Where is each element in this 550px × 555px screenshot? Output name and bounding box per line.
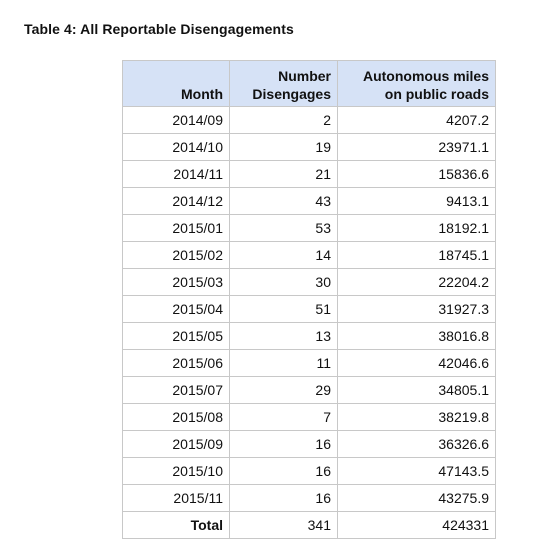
cell-month: 2015/01: [123, 215, 230, 242]
table-row: [123, 215, 496, 242]
table-row: [123, 296, 496, 323]
cell-miles: 42046.6: [338, 350, 496, 377]
header-disengagements-line2: Disengages: [252, 86, 331, 102]
cell-miles: 22204.2: [338, 269, 496, 296]
total-miles: 424331: [338, 512, 496, 539]
disengagements-table: [122, 60, 496, 539]
cell-month: 2015/06: [123, 350, 230, 377]
table-header: [123, 61, 496, 107]
cell-disengagements: 16: [230, 485, 338, 512]
cell-disengagements: 51: [230, 296, 338, 323]
cell-miles: 18745.1: [338, 242, 496, 269]
cell-miles: 9413.1: [338, 188, 496, 215]
cell-month: 2015/05: [123, 323, 230, 350]
cell-month: 2015/09: [123, 431, 230, 458]
table-row: [123, 458, 496, 485]
table-row: [123, 377, 496, 404]
cell-miles: 38219.8: [338, 404, 496, 431]
table-row: [123, 188, 496, 215]
cell-month: 2014/09: [123, 107, 230, 134]
total-label: Total: [123, 512, 230, 539]
cell-miles: 15836.6: [338, 161, 496, 188]
cell-disengagements: 2: [230, 107, 338, 134]
table-row: [123, 404, 496, 431]
cell-month: 2014/11: [123, 161, 230, 188]
cell-month: 2014/10: [123, 134, 230, 161]
table-row: [123, 242, 496, 269]
cell-disengagements: 7: [230, 404, 338, 431]
cell-month: 2015/02: [123, 242, 230, 269]
cell-month: 2015/10: [123, 458, 230, 485]
header-row: [123, 61, 496, 107]
cell-disengagements: 29: [230, 377, 338, 404]
header-miles-line2: on public roads: [384, 86, 489, 102]
cell-miles: 34805.1: [338, 377, 496, 404]
table-row: [123, 350, 496, 377]
cell-disengagements: 11: [230, 350, 338, 377]
header-month: Month: [123, 61, 230, 107]
cell-disengagements: 16: [230, 431, 338, 458]
total-disengagements: 341: [230, 512, 338, 539]
header-disengagements-line1: Number: [278, 68, 331, 84]
total-row: [123, 512, 496, 539]
cell-miles: 38016.8: [338, 323, 496, 350]
cell-miles: 43275.9: [338, 485, 496, 512]
table-row: [123, 134, 496, 161]
header-disengagements: [230, 61, 338, 107]
header-miles-line1: Autonomous miles: [362, 68, 489, 84]
cell-miles: 47143.5: [338, 458, 496, 485]
cell-disengagements: 30: [230, 269, 338, 296]
cell-disengagements: 21: [230, 161, 338, 188]
cell-miles: 23971.1: [338, 134, 496, 161]
table-row: [123, 107, 496, 134]
cell-disengagements: 19: [230, 134, 338, 161]
cell-month: 2015/08: [123, 404, 230, 431]
cell-disengagements: 53: [230, 215, 338, 242]
cell-month: 2014/12: [123, 188, 230, 215]
cell-disengagements: 43: [230, 188, 338, 215]
cell-disengagements: 16: [230, 458, 338, 485]
table-row: [123, 485, 496, 512]
header-miles: [338, 61, 496, 107]
cell-month: 2015/03: [123, 269, 230, 296]
cell-miles: 31927.3: [338, 296, 496, 323]
cell-miles: 18192.1: [338, 215, 496, 242]
table-row: [123, 323, 496, 350]
table-row: [123, 269, 496, 296]
table-body: [123, 107, 496, 539]
cell-disengagements: 14: [230, 242, 338, 269]
cell-disengagements: 13: [230, 323, 338, 350]
cell-miles: 4207.2: [338, 107, 496, 134]
cell-month: 2015/11: [123, 485, 230, 512]
cell-miles: 36326.6: [338, 431, 496, 458]
table-row: [123, 161, 496, 188]
table-row: [123, 431, 496, 458]
table-caption: Table 4: All Reportable Disengagements: [24, 21, 294, 37]
cell-month: 2015/07: [123, 377, 230, 404]
cell-month: 2015/04: [123, 296, 230, 323]
